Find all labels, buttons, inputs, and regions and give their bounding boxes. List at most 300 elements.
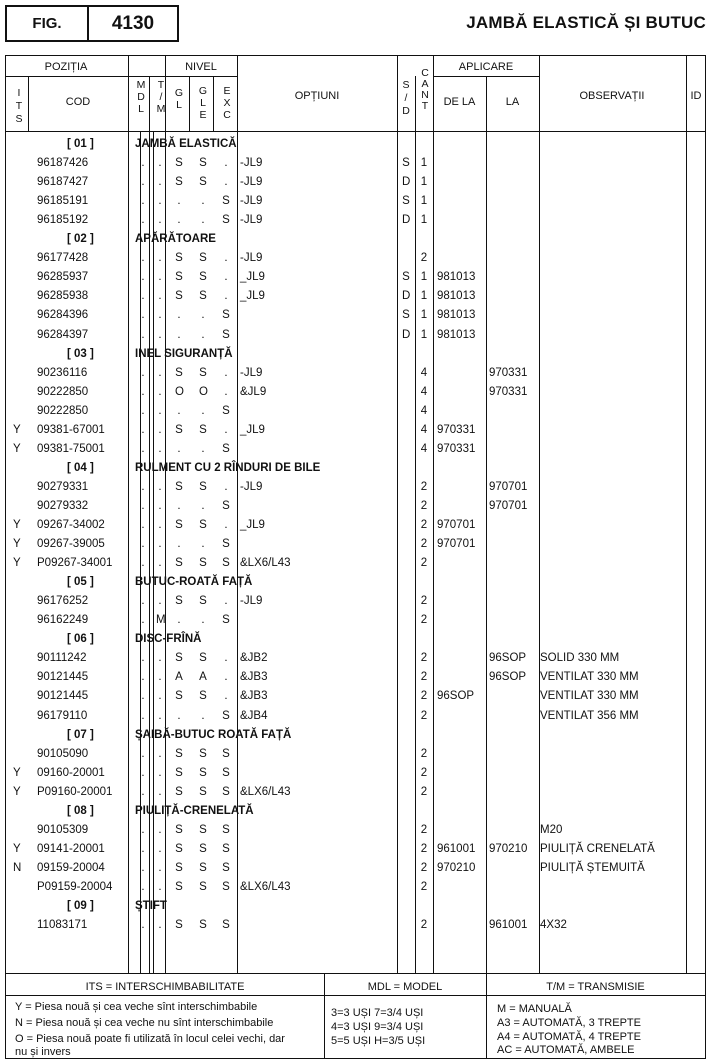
side-value: S: [402, 195, 410, 208]
quantity-value: 1: [420, 271, 428, 284]
option-code: -JL9: [240, 595, 263, 608]
model-value: .: [141, 195, 145, 208]
quantity-value: 2: [420, 766, 428, 779]
transmission-value: .: [158, 176, 162, 189]
level-gle: S: [199, 842, 207, 855]
level-gl: S: [175, 766, 183, 779]
part-code: 90111242: [37, 652, 87, 665]
transmission-value: .: [158, 652, 162, 665]
level-exc: .: [224, 157, 228, 170]
grid-vline: [153, 131, 154, 973]
level-gl: S: [175, 823, 183, 836]
option-code: -JL9: [240, 157, 263, 170]
transmission-value: .: [158, 366, 162, 379]
quantity-value: 4: [420, 385, 428, 398]
level-gl: S: [175, 785, 183, 798]
header-nivel: NIVEL: [185, 61, 217, 73]
grid-hline: [6, 76, 165, 77]
level-gle: S: [199, 176, 207, 189]
level-gle: S: [199, 480, 207, 493]
grid-hline: [6, 995, 706, 996]
header-tm-letter: /: [159, 91, 163, 103]
level-gl: S: [175, 557, 183, 570]
figure-box: [5, 5, 179, 42]
section-name: RULMENT CU 2 RÎNDURI DE BILE: [135, 461, 321, 474]
model-value: .: [141, 519, 145, 531]
level-exc: S: [222, 709, 230, 722]
transmission-value: .: [158, 271, 162, 284]
header-gle-letter: G: [198, 85, 208, 97]
model-value: .: [141, 271, 145, 284]
level-exc: S: [222, 442, 230, 455]
level-exc: .: [224, 252, 228, 265]
level-exc: .: [224, 423, 228, 436]
part-code: 96284397: [37, 328, 89, 341]
level-gl: .: [177, 214, 181, 227]
level-gle: .: [201, 614, 205, 627]
grid-hline: [433, 76, 539, 77]
level-exc: S: [222, 747, 230, 760]
transmission-value: .: [158, 823, 162, 836]
model-value: .: [141, 709, 145, 722]
model-value: .: [141, 214, 145, 227]
part-code: 90121445: [37, 690, 89, 703]
figure-number: 4130: [111, 13, 155, 34]
model-value: .: [141, 861, 145, 874]
transmission-value: .: [158, 595, 162, 608]
transmission-value: .: [158, 195, 162, 208]
model-value: .: [141, 442, 145, 455]
header-observatii: OBSERVAȚII: [579, 90, 645, 102]
legend-mdl-line: 3=3 UȘI 7=3/4 UȘI: [331, 1007, 424, 1019]
quantity-value: 1: [420, 176, 428, 189]
model-value: .: [141, 290, 145, 303]
quantity-value: 2: [420, 690, 428, 703]
side-value: D: [402, 328, 411, 341]
header-id: ID: [690, 90, 702, 102]
side-value: D: [402, 214, 411, 227]
its-flag: Y: [13, 842, 21, 855]
transmission-value: .: [158, 290, 162, 303]
quantity-value: 2: [420, 880, 428, 893]
side-value: D: [402, 290, 411, 303]
level-exc: S: [222, 499, 230, 512]
part-code: 90222850: [37, 385, 89, 398]
header-cant-letter: T: [421, 100, 429, 112]
option-code: -JL9: [240, 480, 263, 493]
transmission-value: .: [158, 842, 162, 855]
section-name: PIULIȚĂ-CRENELATĂ: [135, 804, 254, 817]
legend-tm-line: M = MANUALĂ: [497, 1003, 572, 1015]
level-exc: S: [222, 785, 230, 798]
its-flag: Y: [13, 785, 21, 798]
legend-its-title: ITS = INTERSCHIMBABILITATE: [85, 981, 245, 993]
level-gl: .: [177, 404, 181, 417]
model-value: .: [141, 766, 145, 779]
level-gl: .: [177, 195, 181, 208]
model-value: .: [141, 385, 145, 398]
model-value: .: [141, 614, 145, 627]
header-pozitia: POZIȚIA: [44, 61, 88, 73]
side-value: S: [402, 157, 410, 170]
legend-its-line: N = Piesa nouă și cea veche nu sînt interschimbabile: [15, 1017, 274, 1029]
side-value: D: [402, 176, 411, 189]
transmission-value: .: [158, 690, 162, 703]
part-code: 09381-75001: [37, 442, 105, 455]
header-exc-letter: X: [223, 97, 231, 109]
option-code: -JL9: [240, 252, 263, 265]
level-gl: S: [175, 747, 183, 760]
level-exc: .: [224, 690, 228, 703]
legend-mdl-title: MDL = MODEL: [367, 981, 443, 993]
model-value: .: [141, 823, 145, 836]
header-mdl-letter: D: [137, 91, 145, 103]
header-mdl-letter: M: [136, 79, 146, 91]
transmission-value: .: [158, 309, 162, 322]
option-code: _JL9: [240, 290, 265, 303]
part-code: 90121445: [37, 671, 89, 684]
option-code: &JL9: [240, 385, 267, 398]
level-gl: .: [177, 538, 181, 551]
quantity-value: 2: [420, 823, 428, 836]
grid-vline: [149, 76, 150, 973]
transmission-value: .: [158, 442, 162, 455]
model-value: .: [141, 671, 145, 684]
model-value: .: [141, 557, 145, 570]
page-title: JAMBĂ ELASTICĂ ȘI BUTUC: [466, 13, 706, 32]
date-to: 96SOP: [489, 671, 527, 684]
grid-vline: [415, 76, 416, 973]
transmission-value: .: [158, 404, 162, 417]
level-exc: S: [222, 309, 230, 322]
section-number: [ 03 ]: [67, 347, 94, 360]
level-gle: S: [199, 919, 207, 932]
level-exc: S: [222, 614, 230, 627]
grid-vline: [433, 55, 434, 973]
date-to: 96SOP: [489, 652, 527, 665]
model-value: .: [141, 690, 145, 703]
level-gle: S: [199, 766, 207, 779]
level-gl: S: [175, 290, 183, 303]
level-gl: S: [175, 919, 183, 932]
level-gl: .: [177, 614, 181, 627]
header-sd-letter: /: [404, 92, 408, 104]
level-exc: S: [222, 861, 230, 874]
part-code: P09159-20004: [37, 880, 113, 893]
observation: M20: [540, 823, 563, 836]
part-code: P09160-20001: [37, 785, 113, 798]
level-gl: .: [177, 328, 181, 341]
part-code: 96285938: [37, 290, 89, 303]
model-value: .: [141, 747, 145, 760]
transmission-value: .: [158, 157, 162, 170]
model-value: .: [141, 423, 145, 436]
section-number: [ 07 ]: [67, 728, 94, 741]
transmission-value: .: [158, 880, 162, 893]
model-value: .: [141, 404, 145, 417]
transmission-value: .: [158, 785, 162, 798]
level-gl: S: [175, 252, 183, 265]
observation: 4X32: [540, 919, 567, 932]
grid-vline: [686, 55, 687, 973]
header-exc-letter: C: [223, 109, 231, 121]
option-code: &JB3: [240, 671, 268, 684]
level-gl: .: [177, 309, 181, 322]
level-exc: S: [222, 842, 230, 855]
quantity-value: 2: [420, 785, 428, 798]
level-exc: .: [224, 271, 228, 284]
header-cant-letter: C: [421, 67, 429, 79]
level-exc: .: [224, 480, 228, 493]
level-gle: .: [201, 538, 205, 551]
quantity-value: 1: [420, 290, 428, 303]
date-from: 981013: [437, 271, 476, 284]
date-from: 970701: [437, 519, 476, 531]
header-de-la: DE LA: [443, 96, 476, 108]
quantity-value: 4: [420, 366, 428, 379]
transmission-value: .: [158, 328, 162, 341]
quantity-value: 2: [420, 842, 428, 855]
its-flag: Y: [13, 423, 21, 436]
option-code: _JL9: [240, 271, 265, 284]
side-value: S: [402, 271, 410, 284]
legend-tm-title: T/M = TRANSMISIE: [546, 981, 645, 993]
part-code: 96179110: [37, 709, 88, 722]
observation: VENTILAT 330 MM: [540, 671, 639, 684]
header-mdl-letter: L: [138, 103, 144, 115]
grid-vline: [189, 76, 190, 131]
quantity-value: 2: [420, 519, 428, 531]
part-code: 90279331: [37, 480, 89, 493]
date-from: 961001: [437, 842, 476, 855]
date-from: 981013: [437, 328, 476, 341]
level-gle: .: [201, 214, 205, 227]
part-code: 11083171: [37, 919, 88, 932]
section-name: INEL SIGURANȚĂ: [135, 347, 233, 360]
grid-vline: [237, 55, 238, 973]
observation: SOLID 330 MM: [540, 652, 620, 665]
level-gl: S: [175, 157, 183, 170]
level-gle: A: [199, 671, 207, 684]
part-code: 09160-20001: [37, 766, 105, 779]
quantity-value: 2: [420, 709, 428, 722]
legend-mdl-line: 5=5 UȘI H=3/5 UȘI: [331, 1035, 426, 1047]
part-code: 90222850: [37, 404, 89, 417]
header-its-letter: T: [15, 100, 23, 112]
quantity-value: 1: [420, 214, 428, 227]
quantity-value: 2: [420, 919, 428, 932]
quantity-value: 4: [420, 442, 428, 455]
transmission-value: .: [158, 557, 162, 570]
its-flag: Y: [13, 519, 21, 531]
grid-vline: [213, 76, 214, 131]
quantity-value: 1: [420, 157, 428, 170]
level-exc: .: [224, 595, 228, 608]
header-aplicare: APLICARE: [458, 61, 514, 73]
level-exc: S: [222, 538, 230, 551]
part-code: 90105309: [37, 823, 89, 836]
part-code: 90105090: [37, 747, 89, 760]
quantity-value: 2: [420, 861, 428, 874]
grid-hline: [165, 76, 237, 77]
level-gle: S: [199, 423, 207, 436]
level-exc: S: [222, 214, 230, 227]
option-code: &JB3: [240, 690, 268, 703]
header-exc-letter: E: [223, 85, 231, 97]
level-gle: S: [199, 861, 207, 874]
level-gl: .: [177, 709, 181, 722]
level-gle: S: [199, 290, 207, 303]
level-gle: .: [201, 195, 205, 208]
grid-hline: [6, 973, 706, 974]
transmission-value: .: [158, 252, 162, 265]
section-number: [ 09 ]: [67, 900, 94, 912]
header-la: LA: [505, 96, 520, 108]
level-gle: S: [199, 652, 207, 665]
model-value: .: [141, 842, 145, 855]
header-gle-letter: E: [199, 109, 207, 121]
observation: VENTILAT 330 MM: [540, 690, 639, 703]
level-gl: S: [175, 519, 183, 531]
section-name: JAMBĂ ELASTICĂ: [135, 138, 237, 150]
part-code: 90236116: [37, 366, 88, 379]
date-to: 970331: [489, 385, 528, 398]
section-number: [ 01 ]: [67, 138, 94, 150]
transmission-value: M: [156, 614, 166, 627]
section-name: ȘTIFT: [135, 900, 167, 912]
level-exc: S: [222, 880, 230, 893]
transmission-value: .: [158, 747, 162, 760]
quantity-value: 4: [420, 423, 428, 436]
part-code: P09267-34001: [37, 557, 113, 570]
quantity-value: 2: [420, 747, 428, 760]
header-sd-letter: D: [402, 105, 410, 117]
option-code: _JL9: [240, 519, 265, 531]
its-flag: N: [13, 861, 22, 874]
level-gle: S: [199, 747, 207, 760]
part-code: 09381-67001: [37, 423, 105, 436]
date-from: 981013: [437, 290, 476, 303]
quantity-value: 4: [420, 404, 428, 417]
grid-vline: [397, 55, 398, 973]
level-exc: S: [222, 766, 230, 779]
grid-vline: [486, 76, 487, 973]
section-name: BUTUC-ROATĂ FAȚĂ: [135, 576, 253, 589]
level-exc: S: [222, 404, 230, 417]
date-from: 96SOP: [437, 690, 475, 703]
observation: PIULIȚĂ CRENELATĂ: [540, 842, 655, 855]
header-sd-letter: S: [402, 79, 410, 91]
model-value: .: [141, 785, 145, 798]
grid-vline: [165, 55, 166, 973]
model-value: .: [141, 538, 145, 551]
level-exc: .: [224, 671, 228, 684]
transmission-value: .: [158, 499, 162, 512]
option-code: &JB2: [240, 652, 268, 665]
quantity-value: 2: [420, 557, 428, 570]
quantity-value: 1: [420, 195, 428, 208]
level-gl: S: [175, 366, 183, 379]
option-code: _JL9: [240, 423, 265, 436]
side-value: S: [402, 309, 410, 322]
model-value: .: [141, 309, 145, 322]
header-cant-letter: A: [421, 78, 429, 90]
option-code: -JL9: [240, 366, 263, 379]
part-code: 96177428: [37, 252, 89, 265]
date-to: 970210: [489, 842, 528, 855]
part-code: 96185191: [37, 195, 89, 208]
option-code: -JL9: [240, 195, 263, 208]
header-optiuni: OPȚIUNI: [294, 90, 340, 102]
part-code: 09267-34002: [37, 519, 105, 531]
header-tm-letter: M: [156, 103, 166, 115]
transmission-value: .: [158, 480, 162, 493]
part-code: 09267-39005: [37, 538, 105, 551]
model-value: .: [141, 880, 145, 893]
level-gle: .: [201, 499, 205, 512]
level-exc: S: [222, 823, 230, 836]
level-exc: .: [224, 385, 228, 398]
quantity-value: 2: [420, 671, 428, 684]
level-gle: S: [199, 595, 207, 608]
header-tm-letter: T: [157, 79, 165, 91]
figure-label: FIG.: [32, 15, 62, 32]
option-code: &LX6/L43: [240, 785, 291, 798]
its-flag: Y: [13, 766, 21, 779]
header-its-letter: S: [15, 113, 23, 125]
quantity-value: 2: [420, 595, 428, 608]
model-value: .: [141, 652, 145, 665]
legend-its-line: Y = Piesa nouă și cea veche sînt interschimbabile: [15, 1001, 258, 1013]
level-exc: .: [224, 176, 228, 189]
level-gl: .: [177, 442, 181, 455]
level-gle: S: [199, 271, 207, 284]
its-flag: Y: [13, 538, 21, 551]
level-gl: S: [175, 480, 183, 493]
section-number: [ 02 ]: [67, 233, 94, 246]
section-number: [ 05 ]: [67, 576, 94, 589]
grid-hline: [6, 131, 706, 132]
level-exc: S: [222, 195, 230, 208]
grid-vline: [128, 55, 129, 973]
observation: VENTILAT 356 MM: [540, 709, 639, 722]
header-its-letter: I: [17, 87, 21, 99]
option-code: -JL9: [240, 214, 263, 227]
level-exc: .: [224, 652, 228, 665]
transmission-value: .: [158, 538, 162, 551]
level-gle: .: [201, 404, 205, 417]
transmission-value: .: [158, 766, 162, 779]
level-gle: .: [201, 309, 205, 322]
legend-mdl-line: 4=3 UȘI 9=3/4 UȘI: [331, 1021, 424, 1033]
quantity-value: 2: [420, 499, 428, 512]
option-code: &LX6/L43: [240, 880, 291, 893]
section-number: [ 04 ]: [67, 461, 94, 474]
model-value: .: [141, 366, 145, 379]
its-flag: Y: [13, 557, 21, 570]
date-from: 970701: [437, 538, 476, 551]
part-code: 96162249: [37, 614, 89, 627]
legend-tm-line: A3 = AUTOMATĂ, 3 TREPTE: [497, 1017, 641, 1029]
date-from: 970331: [437, 442, 476, 455]
date-from: 970331: [437, 423, 476, 436]
legend-tm-line: AC = AUTOMATĂ, AMBELE: [497, 1044, 635, 1056]
date-to: 961001: [489, 919, 528, 932]
level-gle: S: [199, 252, 207, 265]
transmission-value: .: [158, 709, 162, 722]
model-value: .: [141, 499, 145, 512]
transmission-value: .: [158, 423, 162, 436]
